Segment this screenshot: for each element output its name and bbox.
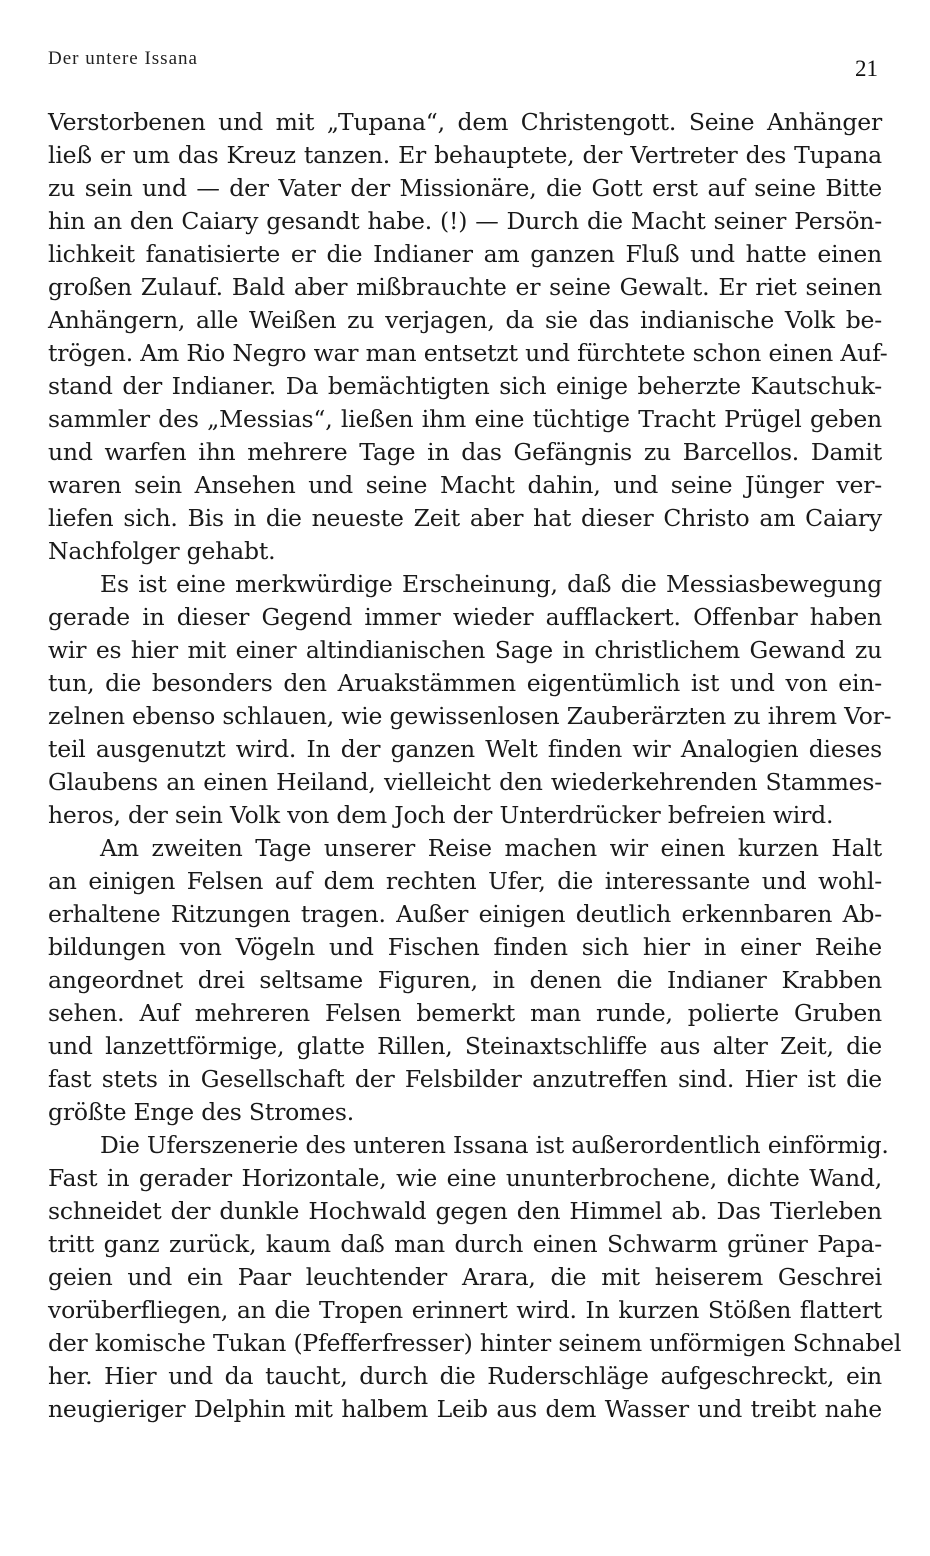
text-line: waren sein Ansehen und seine Macht dahin, und seine Jünger ver-	[48, 471, 882, 499]
text-line: tritt ganz zurück, kaum daß man durch einen Schwarm grüner Papa-	[48, 1230, 882, 1258]
text-line: und lanzettförmige, glatte Rillen, Steinaxtschliffe aus alter Zeit, die	[48, 1032, 882, 1060]
text-line: sammler des „Messias“, ließen ihm eine tüchtige Tracht Prügel geben	[48, 405, 882, 433]
text-line: Am zweiten Tage unserer Reise machen wir einen kurzen Halt	[100, 834, 882, 862]
text-line: gerade in dieser Gegend immer wieder aufflackert. Offenbar haben	[48, 603, 882, 631]
text-line: zu sein und — der Vater der Missionäre, die Gott erst auf seine Bitte	[48, 174, 882, 202]
text-line: sehen. Auf mehreren Felsen bemerkt man runde, polierte Gruben	[48, 999, 882, 1027]
text-line: liefen sich. Bis in die neueste Zeit aber hat dieser Christo am Caiary	[48, 504, 882, 532]
text-line: großen Zulauf. Bald aber mißbrauchte er seine Gewalt. Er riet seinen	[48, 273, 882, 301]
text-line: stand der Indianer. Da bemächtigten sich einige beherzte Kautschuk-	[48, 372, 882, 400]
text-line: zelnen ebenso schlauen, wie gewissenlosen Zauberärzten zu ihrem Vor-	[48, 702, 892, 730]
text-line: ließ er um das Kreuz tanzen. Er behauptete, der Vertreter des Tupana	[48, 141, 882, 169]
text-line: fast stets in Gesellschaft der Felsbilder anzutreffen sind. Hier ist die	[48, 1065, 882, 1093]
text-line: bildungen von Vögeln und Fischen finden sich hier in einer Reihe	[48, 933, 882, 961]
text-line: Anhängern, alle Weißen zu verjagen, da sie das indianische Volk be-	[48, 306, 882, 334]
text-line: tun, die besonders den Aruakstämmen eigentümlich ist und von ein-	[48, 669, 882, 697]
text-line: Verstorbenen und mit „Tupana“, dem Christengott. Seine Anhänger	[48, 108, 882, 136]
text-line: Glaubens an einen Heiland, vielleicht den wiederkehrenden Stammes-	[48, 768, 882, 796]
running-title: Der untere Issana	[48, 48, 198, 69]
text-line: lichkeit fanatisierte er die Indianer am ganzen Fluß und hatte einen	[48, 240, 882, 268]
text-line: erhaltene Ritzungen tragen. Außer einigen deutlich erkennbaren Ab-	[48, 900, 882, 928]
text-line: und warfen ihn mehrere Tage in das Gefängnis zu Barcellos. Damit	[48, 438, 882, 466]
text-line: angeordnet drei seltsame Figuren, in denen die Indianer Krabben	[48, 966, 882, 994]
page-number: 21	[855, 56, 878, 81]
text-line: geien und ein Paar leuchtender Arara, die mit heiserem Geschrei	[48, 1263, 882, 1291]
text-line: schneidet der dunkle Hochwald gegen den Himmel ab. Das Tierleben	[48, 1197, 882, 1225]
text-line: Fast in gerader Horizontale, wie eine ununterbrochene, dichte Wand,	[48, 1164, 882, 1192]
text-line: Nachfolger gehabt.	[48, 537, 276, 565]
text-line: trögen. Am Rio Negro war man entsetzt und fürchtete schon einen Auf-	[48, 339, 888, 367]
text-line: größte Enge des Stromes.	[48, 1098, 354, 1126]
text-line: Es ist eine merkwürdige Erscheinung, daß die Messiasbewegung	[100, 570, 882, 598]
text-line: der komische Tukan (Pfefferfresser) hinter seinem unförmigen Schnabel	[48, 1329, 902, 1357]
paragraph	[48, 832, 882, 1129]
text-line: heros, der sein Volk von dem Joch der Unterdrücker befreien wird.	[48, 801, 834, 829]
text-line: her. Hier und da taucht, durch die Ruderschläge aufgeschreckt, ein	[48, 1362, 882, 1390]
text-line: neugieriger Delphin mit halbem Leib aus dem Wasser und treibt nahe	[48, 1395, 882, 1423]
text-line: vorüberfliegen, an die Tropen erinnert wird. In kurzen Stößen flattert	[48, 1296, 882, 1324]
paragraph	[48, 1129, 902, 1426]
text-line: Die Uferszenerie des unteren Issana ist außerordentlich einförmig.	[100, 1131, 889, 1159]
text-line: wir es hier mit einer altindianischen Sage in christlichem Gewand zu	[48, 636, 882, 664]
text-line: teil ausgenutzt wird. In der ganzen Welt finden wir Analogien dieses	[48, 735, 882, 763]
body-text	[48, 106, 902, 1426]
text-line: hin an den Caiary gesandt habe. (!) — Durch die Macht seiner Persön-	[48, 207, 882, 235]
paragraph	[48, 568, 892, 832]
text-line: an einigen Felsen auf dem rechten Ufer, die interessante und wohl-	[48, 867, 882, 895]
paragraph	[48, 106, 888, 568]
